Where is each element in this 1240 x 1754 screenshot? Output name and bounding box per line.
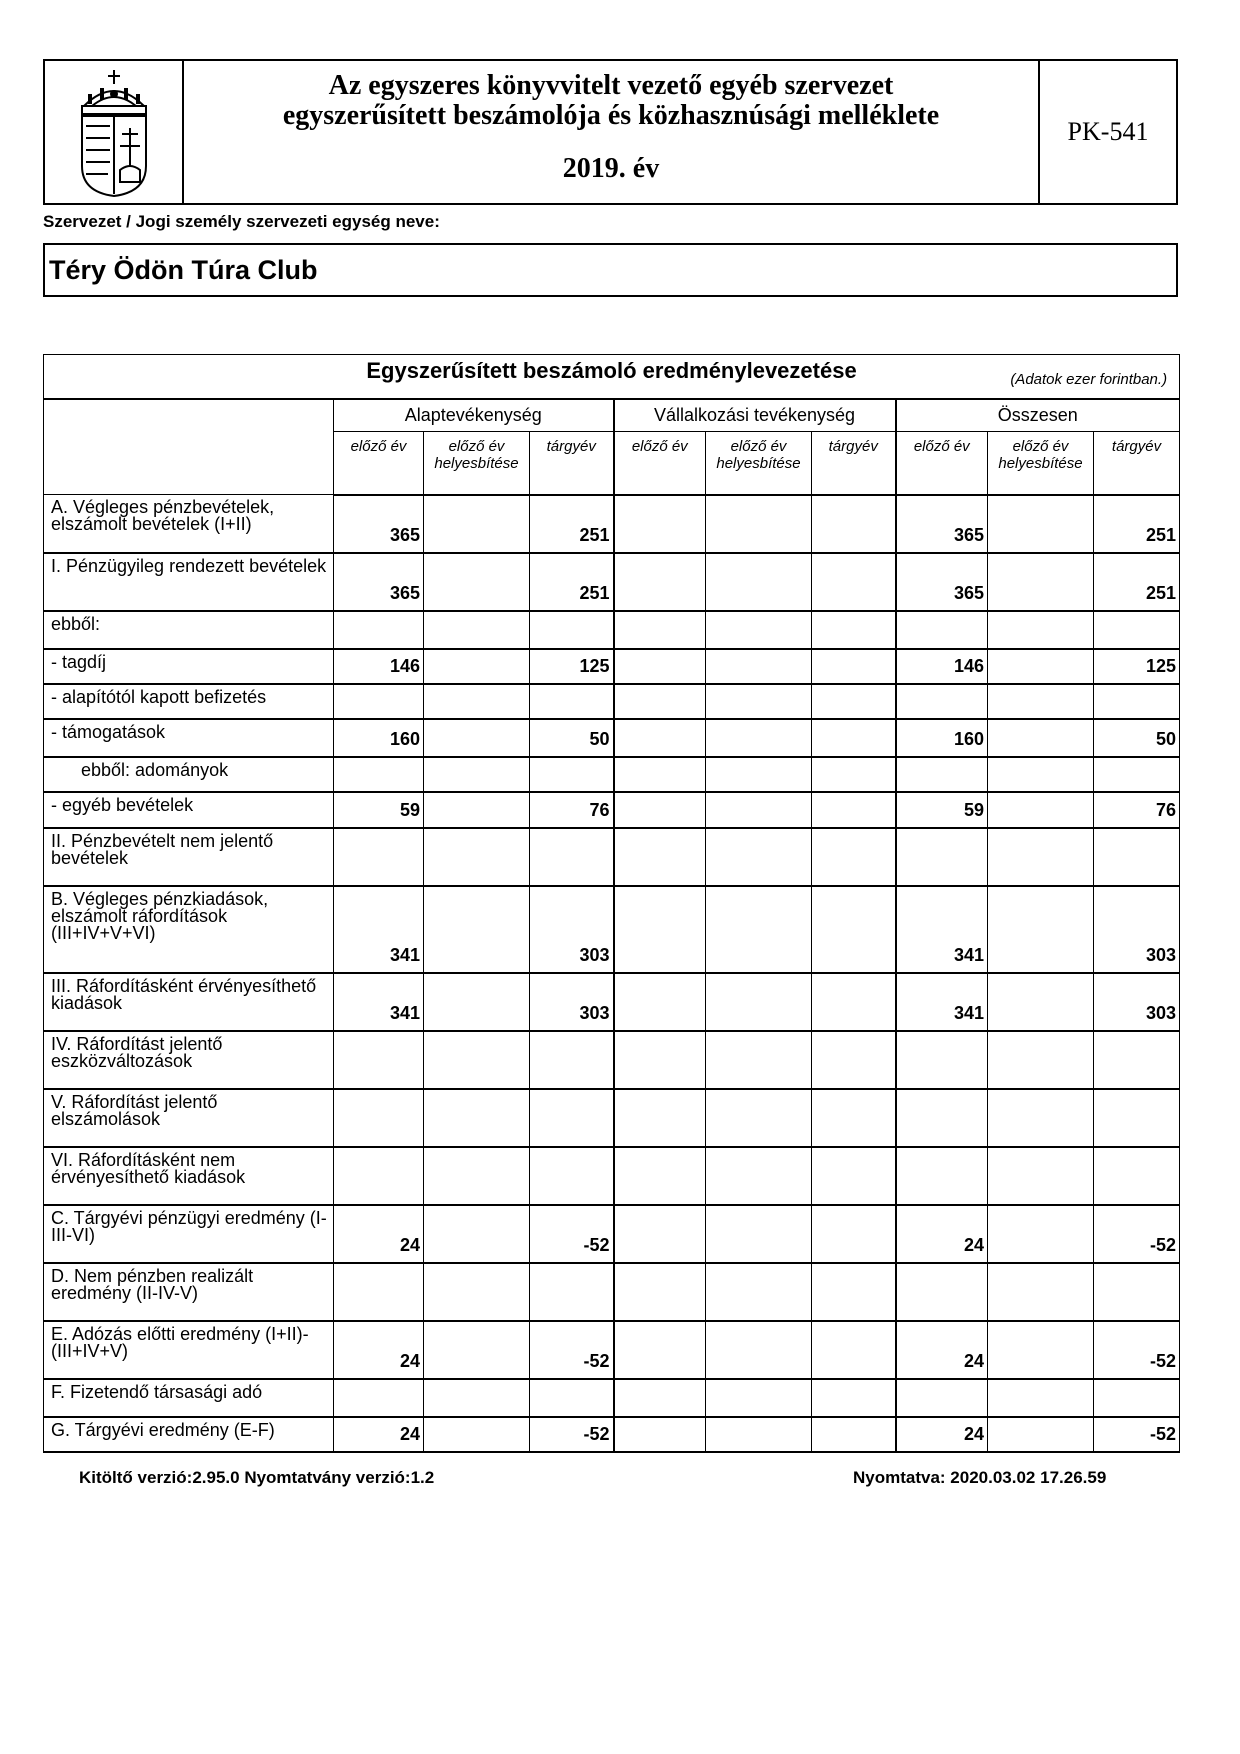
value-cell — [812, 1205, 896, 1263]
value-cell — [1094, 1147, 1180, 1205]
table-caption — [44, 355, 1180, 399]
value-cell: 251 — [530, 495, 614, 553]
row-label: IV. Ráfordítást jelentő eszközváltozások — [44, 1031, 334, 1089]
coat-of-arms-icon — [74, 66, 154, 198]
value-cell — [706, 1417, 812, 1452]
subheader-previous-year: előző év — [614, 432, 706, 495]
organization-label: Szervezet / Jogi személy szervezeti egység neve: — [43, 212, 440, 231]
subheader-previous-year: előző év — [896, 432, 988, 495]
value-cell: 365 — [334, 495, 424, 553]
value-cell — [1094, 1263, 1180, 1321]
value-cell — [812, 1263, 896, 1321]
table-row — [44, 1205, 1180, 1263]
value-cell — [424, 553, 530, 611]
value-cell: 303 — [1094, 973, 1180, 1031]
value-cell — [706, 649, 812, 684]
value-cell: -52 — [530, 1417, 614, 1452]
value-cell — [706, 1379, 812, 1417]
value-cell: -52 — [1094, 1321, 1180, 1379]
value-cell — [1094, 757, 1180, 792]
value-cell — [812, 553, 896, 611]
group-header-business: Vállalkozási tevékenység — [614, 399, 896, 432]
value-cell: 59 — [334, 792, 424, 828]
value-cell — [614, 1031, 706, 1089]
table-row — [44, 886, 1180, 973]
value-cell — [988, 792, 1094, 828]
value-cell — [812, 1321, 896, 1379]
row-label: D. Nem pénzben realizált eredmény (II-IV-V) — [44, 1263, 334, 1321]
value-cell — [334, 1147, 424, 1205]
value-cell — [424, 1379, 530, 1417]
value-cell — [896, 1263, 988, 1321]
value-cell — [988, 1263, 1094, 1321]
value-cell — [706, 792, 812, 828]
value-cell — [706, 1263, 812, 1321]
row-label: III. Ráfordításként érvényesíthető kiadások — [44, 973, 334, 1031]
income-statement-table — [43, 354, 1180, 1453]
row-label: F. Fizetendő társasági adó — [44, 1379, 334, 1417]
value-cell — [1094, 684, 1180, 719]
value-cell: 24 — [334, 1417, 424, 1452]
form-title-line-1: Az egyszeres könyvvitelt vezető egyéb szervezet — [328, 70, 894, 101]
table-row — [44, 1321, 1180, 1379]
value-cell — [334, 1379, 424, 1417]
value-cell: -52 — [530, 1205, 614, 1263]
value-cell — [812, 495, 896, 553]
value-cell — [424, 1147, 530, 1205]
subheader-current-year: tárgyév — [530, 432, 614, 495]
row-label: I. Pénzügyileg rendezett bevételek — [44, 553, 334, 611]
logo-cell — [45, 61, 184, 203]
value-cell: 251 — [1094, 553, 1180, 611]
value-cell: -52 — [530, 1321, 614, 1379]
value-cell: 24 — [896, 1417, 988, 1452]
row-label: A. Végleges pénzbevételek, elszámolt bevételek (I+II) — [44, 495, 334, 553]
value-cell — [614, 1263, 706, 1321]
footer-version: Kitöltő verzió:2.95.0 Nyomtatvány verzió:1.2 — [79, 1468, 435, 1487]
value-cell — [988, 611, 1094, 649]
value-cell: 76 — [1094, 792, 1180, 828]
value-cell — [1094, 1379, 1180, 1417]
value-cell: 146 — [896, 649, 988, 684]
table-title: Egyszerűsített beszámoló eredménylevezetése — [366, 358, 857, 383]
value-cell — [614, 973, 706, 1031]
row-label: C. Tárgyévi pénzügyi eredmény (I-III-VI) — [44, 1205, 334, 1263]
value-cell — [1094, 1031, 1180, 1089]
value-cell — [614, 719, 706, 757]
value-cell: 303 — [1094, 886, 1180, 973]
value-cell — [812, 1031, 896, 1089]
value-cell — [334, 1031, 424, 1089]
value-cell: 341 — [334, 886, 424, 973]
value-cell — [614, 1089, 706, 1147]
value-cell — [530, 757, 614, 792]
value-cell: 24 — [334, 1321, 424, 1379]
value-cell — [530, 1089, 614, 1147]
value-cell — [424, 1089, 530, 1147]
value-cell — [988, 495, 1094, 553]
row-label: II. Pénzbevételt nem jelentő bevételek — [44, 828, 334, 886]
value-cell — [424, 792, 530, 828]
value-cell — [988, 1147, 1094, 1205]
value-cell — [706, 553, 812, 611]
value-cell — [812, 611, 896, 649]
subheader-correction: előző év helyesbítése — [424, 432, 530, 495]
value-cell — [424, 495, 530, 553]
value-cell — [424, 649, 530, 684]
value-cell — [706, 828, 812, 886]
value-cell — [988, 757, 1094, 792]
value-cell: 365 — [896, 553, 988, 611]
value-cell — [812, 1379, 896, 1417]
value-cell — [706, 757, 812, 792]
table-row — [44, 757, 1180, 792]
group-header-total: Összesen — [896, 399, 1180, 432]
value-cell: -52 — [1094, 1205, 1180, 1263]
value-cell: 341 — [896, 886, 988, 973]
subheader-correction: előző év helyesbítése — [706, 432, 812, 495]
table-row — [44, 719, 1180, 757]
table-row — [44, 1379, 1180, 1417]
table-row — [44, 684, 1180, 719]
value-cell — [706, 684, 812, 719]
value-cell — [896, 611, 988, 649]
table-row — [44, 1417, 1180, 1452]
value-cell — [896, 828, 988, 886]
value-cell — [424, 973, 530, 1031]
value-cell — [812, 649, 896, 684]
row-label: VI. Ráfordításként nem érvényesíthető kiadások — [44, 1147, 334, 1205]
form-year: 2019. év — [562, 153, 660, 184]
value-cell — [988, 719, 1094, 757]
table-row — [44, 1089, 1180, 1147]
value-cell — [424, 1321, 530, 1379]
value-cell: 303 — [530, 973, 614, 1031]
value-cell — [614, 757, 706, 792]
value-cell: 24 — [334, 1205, 424, 1263]
footer-printed: Nyomtatva: 2020.03.02 17.26.59 — [853, 1468, 1107, 1487]
value-cell — [424, 1031, 530, 1089]
value-cell — [896, 757, 988, 792]
value-cell — [614, 649, 706, 684]
value-cell: 24 — [896, 1205, 988, 1263]
value-cell — [614, 792, 706, 828]
row-label: G. Tárgyévi eredmény (E-F) — [44, 1417, 334, 1452]
value-cell — [706, 1031, 812, 1089]
value-cell — [812, 1147, 896, 1205]
value-cell: 251 — [1094, 495, 1180, 553]
value-cell: 50 — [530, 719, 614, 757]
value-cell — [812, 828, 896, 886]
form-header — [43, 59, 1178, 205]
value-cell — [1094, 1089, 1180, 1147]
value-cell: 125 — [1094, 649, 1180, 684]
value-cell — [530, 611, 614, 649]
value-cell — [812, 886, 896, 973]
table-row — [44, 828, 1180, 886]
value-cell — [896, 1379, 988, 1417]
subheader-current-year: tárgyév — [1094, 432, 1180, 495]
value-cell — [424, 886, 530, 973]
value-cell — [614, 1205, 706, 1263]
value-cell — [334, 611, 424, 649]
value-cell — [812, 684, 896, 719]
value-cell — [988, 973, 1094, 1031]
value-cell: 251 — [530, 553, 614, 611]
subheader-correction: előző év helyesbítése — [988, 432, 1094, 495]
value-cell — [706, 973, 812, 1031]
value-cell — [424, 611, 530, 649]
value-cell — [614, 886, 706, 973]
subheader-current-year: tárgyév — [812, 432, 896, 495]
table-row — [44, 973, 1180, 1031]
value-cell — [706, 1147, 812, 1205]
group-header-base: Alaptevékenység — [334, 399, 614, 432]
subheader-previous-year: előző év — [334, 432, 424, 495]
value-cell — [530, 1379, 614, 1417]
value-cell — [988, 684, 1094, 719]
value-cell — [614, 1417, 706, 1452]
row-label: E. Adózás előtti eredmény (I+II)-(III+IV+V) — [44, 1321, 334, 1379]
row-label: - egyéb bevételek — [44, 792, 334, 828]
value-cell — [334, 828, 424, 886]
form-code: PK-541 — [1067, 117, 1149, 146]
form-title — [184, 61, 1040, 203]
value-cell: 59 — [896, 792, 988, 828]
value-cell: 146 — [334, 649, 424, 684]
value-cell — [988, 1089, 1094, 1147]
value-cell: 160 — [334, 719, 424, 757]
value-cell — [530, 1147, 614, 1205]
row-label: V. Ráfordítást jelentő elszámolások — [44, 1089, 334, 1147]
table-row — [44, 1147, 1180, 1205]
value-cell: 341 — [896, 973, 988, 1031]
value-cell — [334, 1263, 424, 1321]
value-cell — [988, 1321, 1094, 1379]
table-unit-note: (Adatok ezer forintban.) — [1010, 371, 1168, 388]
row-label: B. Végleges pénzkiadások, elszámolt ráfordítások (III+IV+V+VI) — [44, 886, 334, 973]
value-cell — [706, 1321, 812, 1379]
value-cell — [614, 1147, 706, 1205]
value-cell — [812, 973, 896, 1031]
value-cell: 303 — [530, 886, 614, 973]
value-cell — [896, 1031, 988, 1089]
value-cell — [896, 684, 988, 719]
value-cell — [614, 495, 706, 553]
value-cell — [988, 828, 1094, 886]
table-row — [44, 649, 1180, 684]
row-label: ebből: — [44, 611, 334, 649]
value-cell — [988, 1031, 1094, 1089]
value-cell — [988, 1417, 1094, 1452]
value-cell — [424, 684, 530, 719]
value-cell — [988, 553, 1094, 611]
value-cell — [424, 1263, 530, 1321]
value-cell — [424, 1417, 530, 1452]
table-row — [44, 792, 1180, 828]
table-row — [44, 1031, 1180, 1089]
value-cell — [424, 757, 530, 792]
value-cell — [706, 1089, 812, 1147]
value-cell: 125 — [530, 649, 614, 684]
row-label: ebből: adományok — [44, 757, 334, 792]
value-cell — [812, 719, 896, 757]
value-cell — [706, 495, 812, 553]
label-header-cell — [44, 399, 334, 495]
value-cell — [614, 611, 706, 649]
value-cell — [530, 828, 614, 886]
table-row — [44, 611, 1180, 649]
value-cell: 24 — [896, 1321, 988, 1379]
row-label: - alapítótól kapott befizetés — [44, 684, 334, 719]
value-cell — [988, 1379, 1094, 1417]
value-cell: 160 — [896, 719, 988, 757]
value-cell — [988, 886, 1094, 973]
organization-name: Téry Ödön Túra Club — [43, 243, 1178, 297]
value-cell — [424, 828, 530, 886]
value-cell — [812, 1417, 896, 1452]
row-label: - támogatások — [44, 719, 334, 757]
value-cell — [706, 719, 812, 757]
value-cell — [812, 792, 896, 828]
value-cell: 76 — [530, 792, 614, 828]
value-cell — [530, 684, 614, 719]
value-cell — [614, 828, 706, 886]
value-cell — [614, 1379, 706, 1417]
form-title-line-2: egyszerűsített beszámolója és közhasznúsági melléklete — [282, 100, 940, 131]
value-cell — [334, 757, 424, 792]
value-cell — [530, 1263, 614, 1321]
value-cell — [614, 1321, 706, 1379]
value-cell — [614, 684, 706, 719]
value-cell — [1094, 828, 1180, 886]
value-cell — [812, 1089, 896, 1147]
value-cell: 50 — [1094, 719, 1180, 757]
value-cell: 365 — [896, 495, 988, 553]
value-cell: -52 — [1094, 1417, 1180, 1452]
table-row — [44, 495, 1180, 553]
table-row — [44, 1263, 1180, 1321]
value-cell — [896, 1089, 988, 1147]
value-cell — [988, 1205, 1094, 1263]
value-cell — [424, 1205, 530, 1263]
value-cell — [896, 1147, 988, 1205]
value-cell — [706, 886, 812, 973]
value-cell: 365 — [334, 553, 424, 611]
value-cell — [706, 611, 812, 649]
value-cell — [812, 757, 896, 792]
value-cell: 341 — [334, 973, 424, 1031]
value-cell — [706, 1205, 812, 1263]
value-cell — [424, 719, 530, 757]
value-cell — [334, 684, 424, 719]
value-cell — [614, 553, 706, 611]
value-cell — [988, 649, 1094, 684]
table-row — [44, 553, 1180, 611]
row-label: - tagdíj — [44, 649, 334, 684]
value-cell — [530, 1031, 614, 1089]
value-cell — [334, 1089, 424, 1147]
value-cell — [1094, 611, 1180, 649]
